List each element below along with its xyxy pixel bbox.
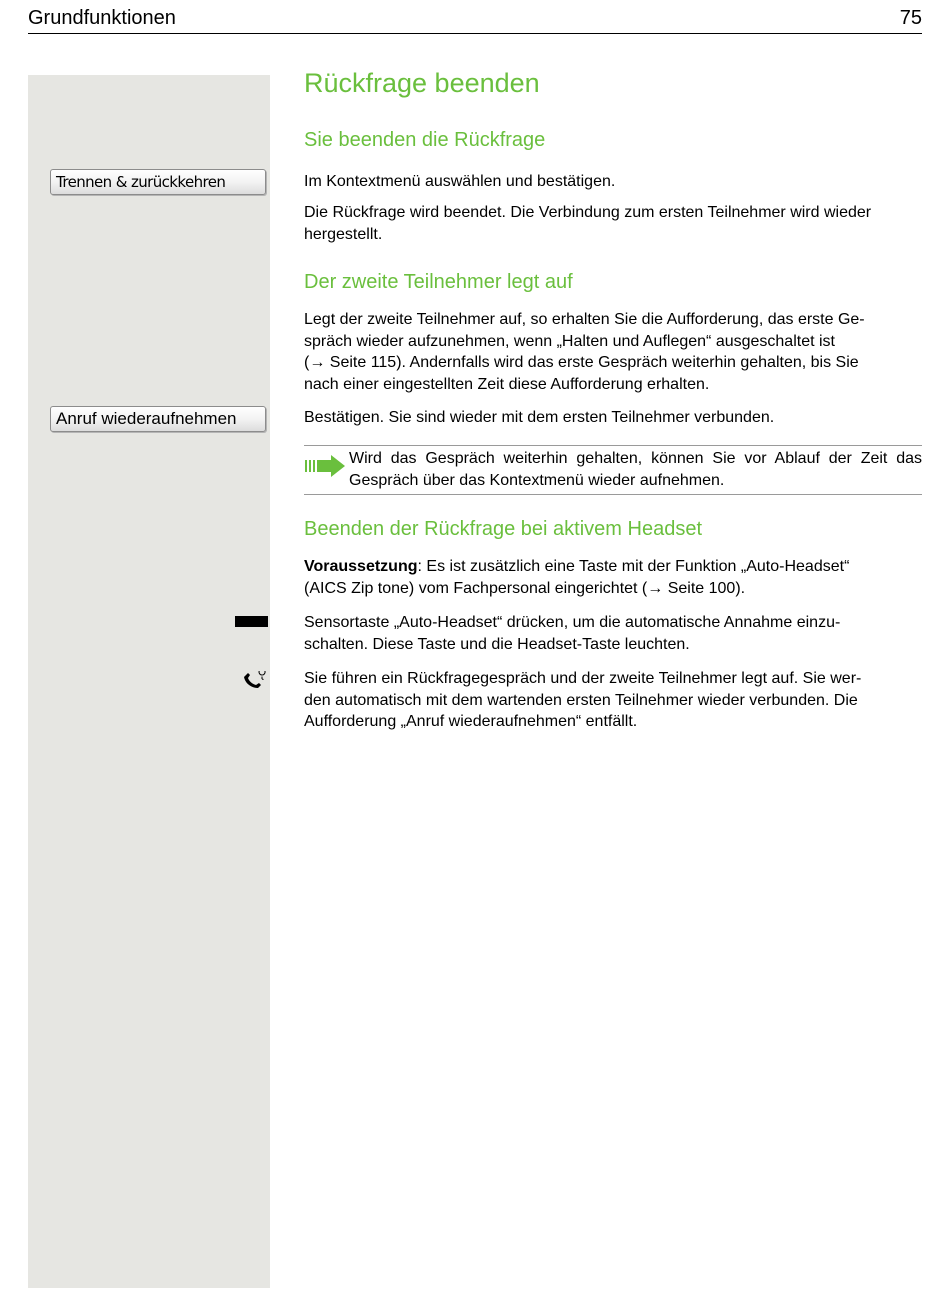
note-arrow-icon (304, 454, 346, 478)
sensor-key-icon (235, 616, 268, 627)
handset-hangup-icon (242, 671, 270, 693)
paragraph: Legt der zweite Teilnehmer auf, so erhalten Sie die Aufforderung, das erste Ge- spräch wieder aufzunehmen, wenn „Halten und Auflegen“ ausgeschaltet ist (→ Seite 115). Andernfalls wird das erste Gespräch weiterhin gehalten, bis Sie nach einer eingestellten Zeit diese Aufforderung erhalten. (304, 311, 865, 393)
running-header-title: Grundfunktionen (28, 7, 176, 29)
header-divider (28, 33, 922, 34)
resume-call-button[interactable]: Anruf wiederaufnehmen (50, 406, 266, 432)
sidebar-panel (28, 75, 270, 1288)
section-heading-active-headset: Beenden der Rückfrage bei aktivem Headset (304, 518, 703, 540)
section-heading-end-consultation: Sie beenden die Rückfrage (304, 129, 546, 151)
page-title: Rückfrage beenden (304, 68, 540, 98)
prerequisite-label: Voraussetzung (304, 558, 418, 575)
paragraph: Sie führen ein Rückfragegespräch und der zweite Teilnehmer legt auf. Sie wer- den automatisch mit dem wartenden ersten Teilnehmer wieder verbunden. Die Aufforderung „Anruf wiederaufnehmen“ entfällt. (304, 670, 862, 730)
disconnect-return-button[interactable]: Trennen & zurückkehren (50, 169, 266, 195)
note-divider-bottom (304, 494, 922, 495)
paragraph: Voraussetzung: Es ist zusätzlich eine Taste mit der Funktion „Auto-Headset“ (AICS Zip tone) vom Fachpersonal eingerichtet (→ Seite 100). (304, 558, 850, 597)
page-number: 75 (899, 7, 922, 29)
paragraph: Die Rückfrage wird beendet. Die Verbindung zum ersten Teilnehmer wird wieder hergestellt. (304, 204, 872, 243)
paragraph: Bestätigen. Sie sind wieder mit dem ersten Teilnehmer verbunden. (304, 409, 775, 426)
paragraph: Sensortaste „Auto-Headset“ drücken, um die automatische Annahme einzu- schalten. Diese Taste und die Headset-Taste leuchten. (304, 614, 841, 653)
paragraph: Im Kontextmenü auswählen und bestätigen. (304, 173, 616, 190)
note-divider-top (304, 445, 922, 446)
note-text: Wird das Gespräch weiterhin gehalten, können Sie vor Ablauf der Zeit das Gespräch über das Kontextmenü wieder aufnehmen. (349, 450, 922, 489)
section-heading-second-party-hangs-up: Der zweite Teilnehmer legt auf (304, 271, 573, 293)
